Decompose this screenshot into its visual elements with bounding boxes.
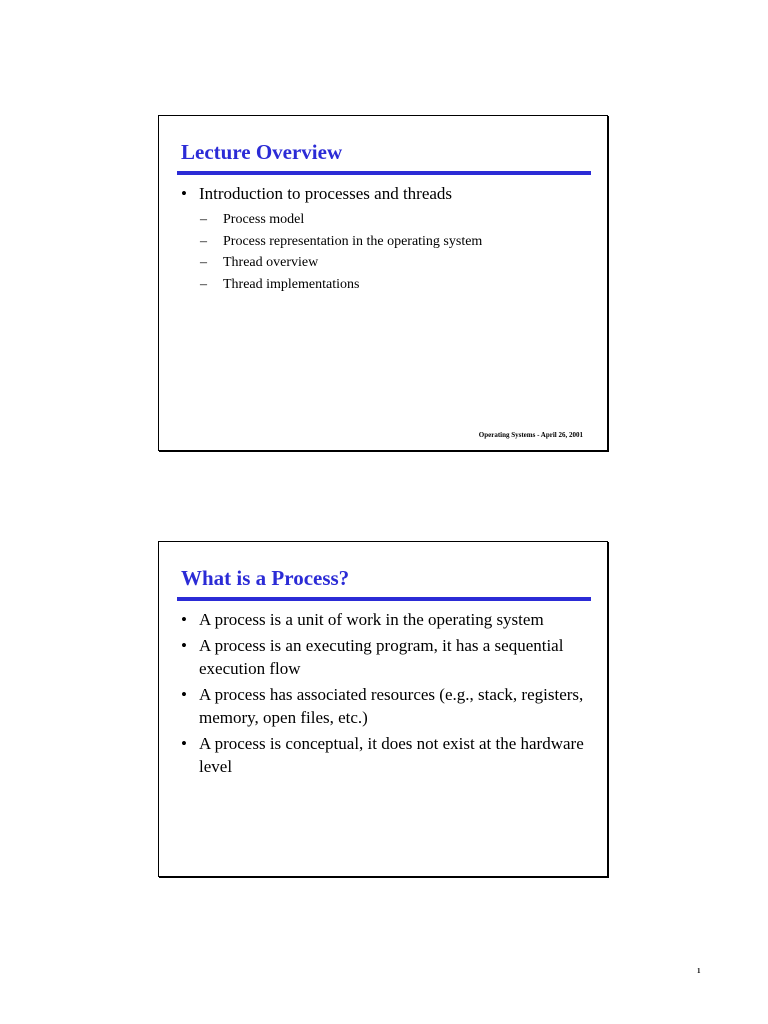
bullet-item (181, 634, 591, 680)
bullet-text: A process is conceptual, it does not exist at the hardware level (199, 734, 584, 776)
sub-bullet-item (200, 252, 591, 274)
bullet-item (181, 732, 591, 778)
sub-bullet-text: Process representation in the operating system (223, 233, 483, 249)
bullet-text: A process is an executing program, it has a sequential execution flow (199, 636, 564, 678)
slide-lecture-overview (158, 115, 608, 451)
slide-footer: Operating Systems - April 26, 2001 (478, 431, 583, 439)
bullet-item (181, 683, 591, 729)
sub-bullet-list (199, 209, 591, 295)
slide-title: What is a Process? (181, 566, 350, 590)
bullet-dot-icon: • (181, 610, 187, 629)
sub-bullet-text: Thread implementations (223, 276, 360, 292)
bullet-item (181, 182, 591, 295)
bullet-text: A process has associated resources (e.g., stack, registers, memory, open files, etc.) (199, 685, 584, 727)
title-underline (177, 171, 591, 175)
title-underline (177, 597, 591, 601)
sub-bullet-item (200, 231, 591, 253)
page-number: 1 (697, 967, 701, 975)
bullet-dot-icon: • (181, 636, 187, 655)
dash-icon: – (200, 276, 207, 292)
bullet-dot-icon: • (181, 184, 187, 203)
bullet-dot-icon: • (181, 685, 187, 704)
bullet-dot-icon: • (181, 734, 187, 753)
sub-bullet-item (200, 209, 591, 231)
slide-what-is-a-process (158, 541, 608, 877)
sub-bullet-item (200, 274, 591, 296)
sub-bullet-text: Process model (223, 212, 305, 227)
bullet-text: Introduction to processes and threads (199, 184, 453, 203)
slide-title: Lecture Overview (181, 140, 343, 164)
bullet-item (181, 608, 591, 631)
sub-bullet-text: Thread overview (223, 255, 319, 270)
dash-icon: – (200, 233, 207, 249)
bullet-text: A process is a unit of work in the operating system (199, 610, 544, 629)
dash-icon: – (200, 255, 207, 270)
bullet-list (181, 182, 591, 298)
dash-icon: – (200, 212, 207, 227)
bullet-list (181, 608, 591, 781)
